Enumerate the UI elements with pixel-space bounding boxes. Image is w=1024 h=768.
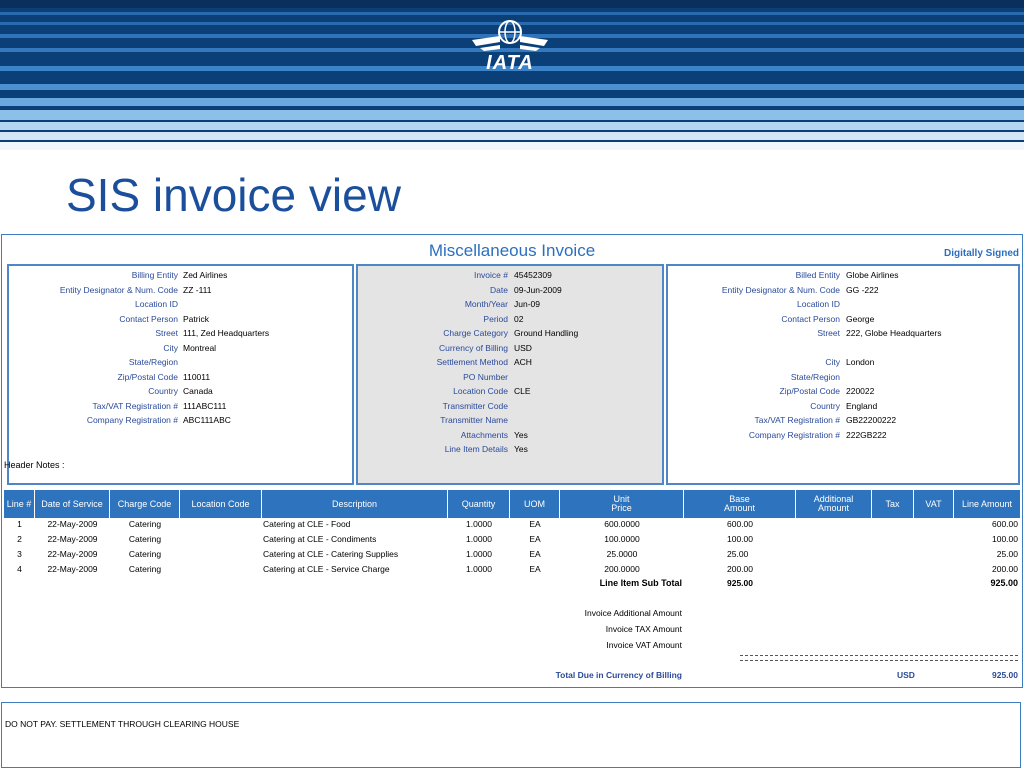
subtotal-base: 925.00 [727,578,753,588]
cell-description: Catering at CLE - Condiments [263,534,377,544]
col-base-amount: Base Amount [684,490,796,518]
cell-base-amount: 25.00 [727,549,749,559]
field-row [358,283,662,297]
cell-date: 22-May-2009 [47,549,98,559]
cell-location-code [180,562,262,577]
field-label: Transmitter Code [442,400,508,411]
table-row [4,562,1020,577]
field-label: Line Item Details [444,444,508,454]
field-row [668,428,1018,442]
col-unit-price: Unit Price [560,490,684,518]
field-value: USD [514,342,532,353]
cell-description: Catering at CLE - Food [263,519,351,529]
total-separator [740,655,1018,661]
field-row [668,283,1018,297]
cell-description: Catering at CLE - Catering Supplies [263,549,399,559]
cell-line: 4 [17,564,22,574]
col-line-amount: Line Amount [961,498,1013,509]
cell-quantity: 1.0000 [466,564,492,574]
cell-uom: EA [529,564,541,574]
field-value: ABC111ABC [183,415,231,425]
field-value: 222, Globe Headquarters [846,328,942,338]
cell-line-amount: 25.00 [996,549,1018,559]
field-row [9,283,352,297]
line-items-header [4,490,1020,518]
field-label: Invoice # [473,270,508,280]
cell-charge-code: Catering [128,549,162,559]
cell-description: Catering at CLE - Service Charge [263,564,390,574]
field-label: Date [490,284,508,295]
cell-date: 22-May-2009 [47,564,98,574]
field-label: Billing Entity [131,270,178,280]
footer-note-box [1,702,1021,768]
field-value: ZZ -111 [183,284,212,295]
col-uom: UOM [510,490,560,518]
col-charge-code: Charge Code [110,490,180,518]
billing-entity-panel [7,264,354,485]
field-value: 02 [514,313,524,324]
field-value: 111ABC111 [183,400,227,411]
subtotal-total: 925.00 [990,578,1018,588]
field-row [358,341,662,355]
field-value: England [846,400,878,411]
field-value: Yes [514,444,528,454]
field-value: Zed Airlines [183,270,228,280]
col-quantity: Quantity [448,490,510,518]
total-due-label: Total Due in Currency of Billing [555,670,682,680]
cell-quantity: 1.0000 [466,549,492,559]
field-row [9,413,352,427]
field-row [9,355,352,369]
field-row [668,297,1018,311]
field-row [9,341,352,355]
cell-unit-price: 600.0000 [604,519,640,529]
field-label: Contact Person [119,313,178,324]
field-label: State/Region [790,371,840,382]
cell-line: 3 [17,549,22,559]
field-value: George [846,313,875,324]
col-vat: VAT [914,490,954,518]
invoice-frame [1,234,1023,688]
cell-line-amount: 100.00 [992,534,1018,544]
field-row [668,341,1018,355]
field-label: Zip/Postal Code [779,386,840,396]
field-value: 09-Jun-2009 [514,284,562,295]
iata-logo [468,18,552,76]
cell-charge-code: Catering [128,519,162,529]
field-value: Canada [183,386,213,396]
cell-date: 22-May-2009 [47,534,98,544]
cell-quantity: 1.0000 [466,519,492,529]
field-label: Billed Entity [795,270,840,280]
field-row [358,384,662,398]
field-label: Company Registration # [86,415,178,425]
field-label: Charge Category [443,328,508,338]
cell-date: 22-May-2009 [47,519,98,529]
field-label: Settlement Method [436,357,508,367]
field-label: Month/Year [464,299,508,309]
total-due-currency: USD [897,670,915,680]
cell-unit-price: 100.0000 [604,534,640,544]
field-label: Country [148,386,178,396]
field-row [358,326,662,340]
cell-location-code [180,547,262,562]
field-row [9,268,352,282]
field-row [358,370,662,384]
col-location-code: Location Code [180,490,262,518]
field-row [358,399,662,413]
cell-uom: EA [529,519,541,529]
field-row [668,268,1018,282]
field-label: Entity Designator & Num. Code [721,284,840,295]
field-label: Contact Person [781,313,840,324]
additional-amount-label: Invoice Additional Amount [584,608,682,618]
field-row [9,312,352,326]
field-value: 45452309 [514,270,552,280]
cell-base-amount: 200.00 [727,564,753,574]
field-label: City [825,357,840,367]
field-value: Montreal [183,342,217,353]
col-line: Line # [4,490,35,518]
cell-unit-price: 25.0000 [606,549,638,559]
field-row [9,370,352,384]
col-additional-amount: Additional Amount [796,490,872,518]
digitally-signed-link[interactable]: Digitally Signed [943,248,1019,259]
field-row [9,326,352,340]
cell-line: 2 [17,534,22,544]
field-value: CLE [514,386,531,396]
field-row [9,384,352,398]
cell-line-amount: 200.00 [992,564,1018,574]
field-row [9,399,352,413]
table-row [4,517,1020,532]
header-notes-label: Header Notes : [4,460,65,470]
cell-base-amount: 600.00 [727,519,753,529]
field-row [668,355,1018,369]
col-tax: Tax [872,490,914,518]
page-title: SIS invoice view [66,169,401,221]
field-row [358,442,662,456]
field-label: Transmitter Name [440,415,508,425]
field-value: 220022 [846,386,875,396]
field-row [668,384,1018,398]
field-label: Country [810,400,840,411]
field-row [668,370,1018,384]
field-label: State/Region [128,357,178,367]
field-label: Street [155,328,178,338]
subtotal-label: Line Item Sub Total [599,578,682,588]
col-date: Date of Service [35,490,110,518]
cell-uom: EA [529,534,541,544]
cell-line-amount: 600.00 [992,519,1018,529]
field-value: 222GB222 [846,429,887,440]
billed-entity-panel [666,264,1020,485]
cell-line: 1 [17,519,22,529]
field-label: Currency of Billing [439,342,508,353]
field-value: Ground Handling [514,328,579,338]
field-label: Company Registration # [748,429,840,440]
field-value: Yes [514,429,528,440]
field-label: Street [817,328,840,338]
field-row [358,428,662,442]
cell-unit-price: 200.0000 [604,564,640,574]
field-value: Globe Airlines [846,270,899,280]
field-value: ACH [514,357,532,367]
field-row [9,297,352,311]
invoice-details-panel [356,264,664,485]
field-row [358,413,662,427]
table-row [4,532,1020,547]
header-banner [0,0,1024,150]
field-row [668,312,1018,326]
field-label: Zip/Postal Code [117,371,178,382]
field-label: Attachments [460,429,508,440]
field-row [358,355,662,369]
field-value: 110011 [183,371,211,382]
cell-quantity: 1.0000 [466,534,492,544]
field-label: Entity Designator & Num. Code [59,284,178,295]
field-row [668,326,1018,340]
field-label: Location ID [135,299,178,309]
field-row [358,297,662,311]
field-value: GB22200222 [846,415,897,425]
field-label: Location ID [797,299,840,309]
invoice-title: Miscellaneous Invoice [428,241,596,260]
table-row [4,547,1020,562]
field-value: 111, Zed Headquarters [183,328,270,338]
cell-charge-code: Catering [128,564,162,574]
cell-base-amount: 100.00 [727,534,753,544]
field-label: Location Code [453,386,508,396]
tax-amount-label: Invoice TAX Amount [605,624,682,634]
field-value: GG -222 [846,284,879,295]
cell-charge-code: Catering [128,534,162,544]
field-row [358,312,662,326]
field-label: Tax/VAT Registration # [754,415,840,425]
field-label: Tax/VAT Registration # [92,400,178,411]
field-row [668,413,1018,427]
footer-note: DO NOT PAY. SETTLEMENT THROUGH CLEARING HOUSE [5,719,240,729]
field-label: PO Number [463,371,508,382]
vat-amount-label: Invoice VAT Amount [606,640,682,650]
col-description: Description [262,490,448,518]
field-row [668,399,1018,413]
cell-location-code [180,517,262,532]
logo-text: IATA [486,52,534,74]
field-label: City [163,342,178,353]
field-value: Jun-09 [514,299,540,309]
field-value: London [846,357,875,367]
field-value: Patrick [183,313,209,324]
cell-uom: EA [529,549,541,559]
field-label: Period [483,313,508,324]
field-row [358,268,662,282]
total-due-amount: 925.00 [992,670,1018,680]
cell-location-code [180,532,262,547]
